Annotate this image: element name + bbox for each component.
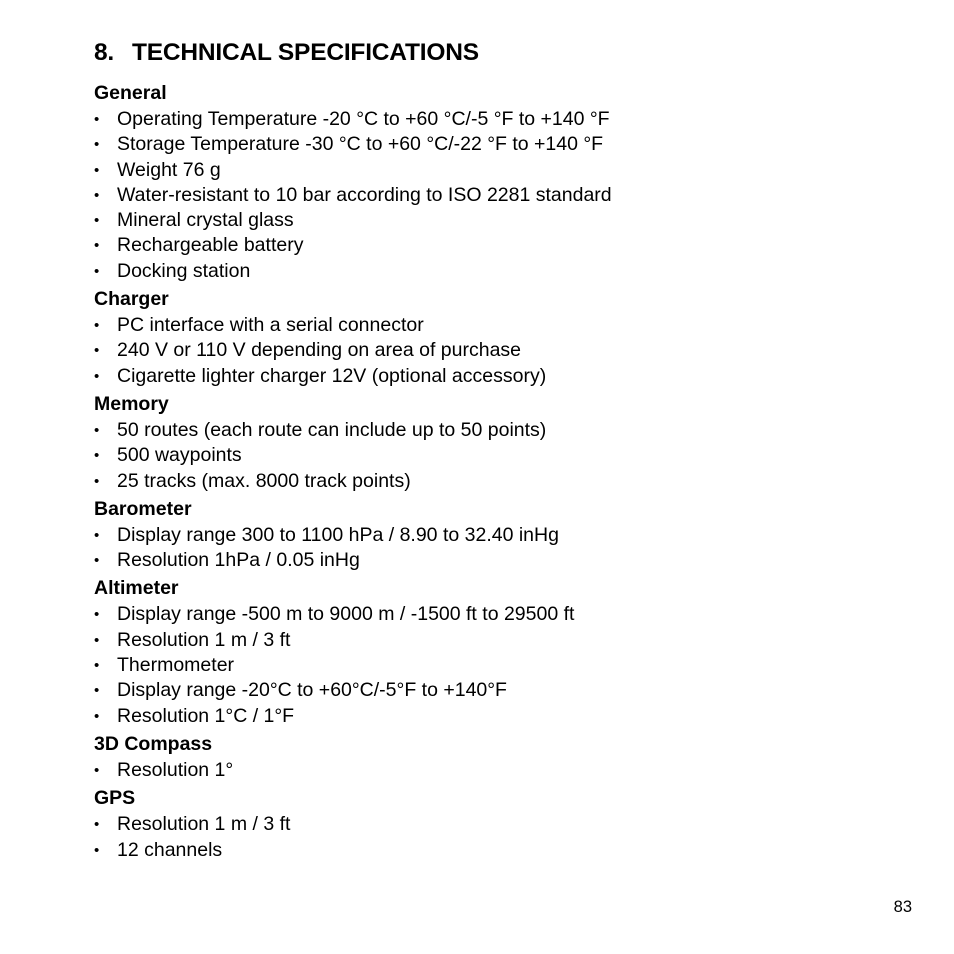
bullet-icon: •	[94, 761, 100, 779]
spec-item	[94, 158, 894, 183]
bullet-icon: •	[94, 472, 100, 490]
spec-item	[94, 469, 894, 494]
section-heading: GPS	[94, 787, 136, 810]
bullet-icon: •	[94, 212, 100, 230]
page-number: 83	[893, 898, 912, 916]
spec-list	[94, 758, 894, 783]
spec-item	[94, 602, 894, 627]
spec-item-text: Display range -500 m to 9000 m / -1500 ft to 29500 ft	[117, 603, 575, 626]
spec-item	[94, 259, 894, 284]
spec-list	[94, 523, 894, 574]
bullet-icon: •	[94, 707, 100, 725]
spec-item-text: Water-resistant to 10 bar according to ISO 2281 standard	[117, 183, 612, 206]
spec-item-text: Weight 76 g	[117, 158, 221, 181]
spec-item-text: 12 channels	[117, 838, 223, 861]
section-heading: Barometer	[94, 497, 192, 520]
spec-item	[94, 208, 894, 233]
spec-item	[94, 443, 894, 468]
spec-item-text: Resolution 1hPa / 0.05 inHg	[117, 549, 360, 572]
bullet-icon: •	[94, 526, 100, 544]
section-heading: Memory	[94, 392, 169, 415]
spec-item-text: Mineral crystal glass	[117, 209, 294, 232]
spec-item-text: Operating Temperature -20 °C to +60 °C/-5 °F to +140 °F	[117, 108, 610, 130]
page-title	[94, 39, 479, 67]
spec-item-text: Resolution 1°	[117, 758, 234, 781]
spec-item	[94, 704, 894, 729]
spec-item	[94, 628, 894, 653]
bullet-icon: •	[94, 317, 100, 335]
bullet-icon: •	[94, 161, 100, 179]
spec-item	[94, 338, 894, 363]
spec-item	[94, 758, 894, 783]
spec-item-text: PC interface with a serial connector	[117, 314, 424, 337]
bullet-icon: •	[94, 237, 100, 255]
bullet-icon: •	[94, 111, 100, 128]
spec-item-text: Resolution 1 m / 3 ft	[117, 813, 291, 836]
spec-item	[94, 418, 894, 443]
section-heading: General	[94, 82, 167, 104]
spec-item-text: Thermometer	[117, 654, 235, 677]
spec-item	[94, 313, 894, 338]
spec-item	[94, 812, 894, 837]
section-heading: 3D Compass	[94, 732, 213, 755]
spec-item-text: Docking station	[117, 259, 251, 282]
spec-item-text: Display range 300 to 1100 hPa / 8.90 to 32.40 inHg	[117, 523, 559, 546]
bullet-icon: •	[94, 136, 100, 154]
spec-list	[94, 812, 894, 863]
spec-item	[94, 548, 894, 573]
spec-item-text: Cigarette lighter charger 12V (optional accessory)	[117, 364, 547, 387]
spec-item	[94, 838, 894, 863]
bullet-icon: •	[94, 657, 100, 675]
section-heading: Charger	[94, 288, 169, 311]
spec-list	[94, 107, 894, 284]
bullet-icon: •	[94, 682, 100, 700]
bullet-icon: •	[94, 447, 100, 465]
bullet-icon: •	[94, 262, 100, 280]
section-number: 8.	[94, 39, 115, 66]
spec-item-text: 240 V or 110 V depending on area of purchase	[117, 339, 522, 362]
spec-list	[94, 602, 894, 728]
bullet-icon: •	[94, 421, 100, 439]
bullet-icon: •	[94, 552, 100, 570]
spec-item	[94, 523, 894, 548]
spec-item-text: Storage Temperature -30 °C to +60 °C/-22 °F to +140 °F	[117, 133, 604, 156]
bullet-icon: •	[94, 631, 100, 649]
bullet-icon: •	[94, 186, 100, 204]
bullet-icon: •	[94, 367, 100, 385]
spec-item-text: Resolution 1 m / 3 ft	[117, 628, 291, 651]
bullet-icon: •	[94, 606, 100, 624]
spec-item	[94, 678, 894, 703]
spec-item	[94, 233, 894, 258]
spec-item	[94, 107, 894, 132]
spec-item-text: Rechargeable battery	[117, 234, 304, 257]
spec-item-text: 50 routes (each route can include up to 50 points)	[117, 418, 547, 441]
section-heading: Altimeter	[94, 577, 179, 600]
spec-item-text: 500 waypoints	[117, 444, 242, 467]
spec-item-text: Display range -20°C to +60°C/-5°F to +140°F	[117, 679, 507, 702]
specifications-content	[94, 81, 894, 866]
bullet-icon: •	[94, 816, 100, 834]
section-title-text: TECHNICAL SPECIFICATIONS	[132, 39, 479, 66]
spec-list	[94, 418, 894, 494]
bullet-icon: •	[94, 342, 100, 360]
spec-item-text: 25 tracks (max. 8000 track points)	[117, 469, 411, 492]
spec-item-text: Resolution 1°C / 1°F	[117, 704, 295, 727]
spec-list	[94, 313, 894, 389]
spec-item	[94, 132, 894, 157]
bullet-icon: •	[94, 841, 100, 859]
spec-item	[94, 653, 894, 678]
spec-item	[94, 364, 894, 389]
spec-item	[94, 183, 894, 208]
